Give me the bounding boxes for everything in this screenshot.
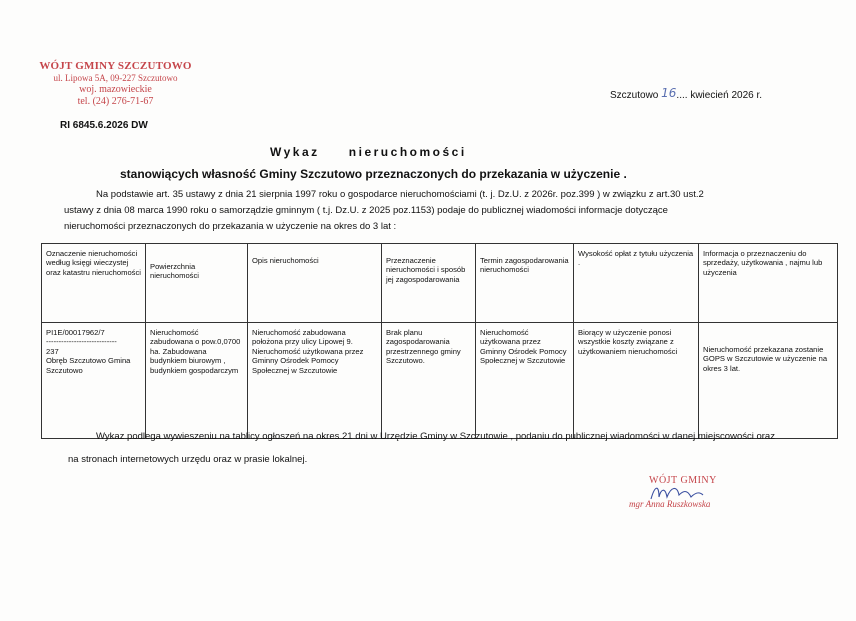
plot-number: 237 <box>46 346 59 356</box>
office-stamp <box>28 60 203 107</box>
reference-number: RI 6845.6.2026 DW <box>60 120 148 131</box>
cell-description: Nieruchomość zabudowana położona przy ulicy Lipowej 9. Nieruchomość użytkowana przez Gminny Ośrodek Pomocy Społecznej w Szczutowie <box>248 323 382 439</box>
intro-line-2: ustawy z dnia 08 marca 1990 roku o samorządzie gminnym ( t.j. Dz.U. z 2025 poz.1153) podaje do publicznej wiadomości informacje dotyczące <box>64 205 668 216</box>
header-description: Opis nieruchomości <box>248 244 382 323</box>
document-title: Wykaz nieruchomości <box>270 145 467 159</box>
stamp-voivodeship: woj. mazowieckie <box>79 84 152 95</box>
cell-area: Nieruchomość zabudowana o pow.0,0700 ha. Zabudowana budynkiem biurowym , budynkiem gospodarczym <box>146 323 248 439</box>
cell-land-register <box>42 323 146 439</box>
footer-line-2: na stronach internetowych urzędu oraz w prasie lokalnej. <box>68 454 308 465</box>
header-info: Informacja o przeznaczeniu do sprzedaży, użytkowania , najmu lub użyczenia <box>699 244 838 323</box>
land-register-separator: ---------------------------- <box>46 337 117 347</box>
date-dots: .... <box>676 90 688 101</box>
date-day-handwritten: 16 <box>661 86 677 100</box>
stamp-title: WÓJT GMINY SZCZUTOWO <box>39 60 192 72</box>
land-register-number: PI1E/00017962/7 <box>46 328 105 337</box>
cell-purpose: Brak planu zagospodarowania przestrzennego gminy Szczutowo. <box>382 323 476 439</box>
precinct: Obręb Szczutowo Gmina Szczutowo <box>46 356 131 375</box>
intro-line-1: Na podstawie art. 35 ustawy z dnia 21 sierpnia 1997 roku o gospodarce nieruchomościami (t. j. Dz.U. z 2026r. poz.399 ) w związku z art.30 ust.2 <box>96 189 704 200</box>
intro-line-3: nieruchomości przeznaczonych do przekazania w użyczenie na okres do 3 lat : <box>64 221 397 232</box>
document-subtitle: stanowiących własność Gminy Szczutowo przeznaczonych do przekazania w użyczenie . <box>120 167 627 181</box>
header-purpose: Przeznaczenie nieruchomości i sposób jej zagospodarowania <box>382 244 476 323</box>
cell-fees: Biorący w użyczenie ponosi wszystkie koszty związane z użytkowaniem nieruchomości <box>574 323 699 439</box>
signature-name: mgr Anna Ruszkowska <box>629 499 711 509</box>
property-table <box>41 243 838 439</box>
date-place: Szczutowo <box>610 90 659 101</box>
cell-term: Nieruchomość użytkowana przez Gminny Ośrodek Pomocy Społecznej w Szczutowie <box>476 323 574 439</box>
header-land-register: Oznaczenie nieruchomości według księgi wieczystej oraz katastru nieruchomości <box>42 244 146 323</box>
footer-line-1: Wykaz podlega wywieszeniu na tablicy ogłoszeń na okres 21 dni w Urzędzie Gminy w Szczutowie , podaniu do publicznej wiadomości w danej miejscowości oraz <box>96 431 775 442</box>
date-month-year: kwiecień 2026 r. <box>690 90 763 101</box>
date-line <box>610 86 763 104</box>
header-term: Termin zagospodarowania nieruchomości <box>476 244 574 323</box>
table-row <box>42 323 838 439</box>
header-fees: Wysokość opłat z tytułu użyczenia . <box>574 244 699 323</box>
stamp-phone: tel. (24) 276-71-67 <box>77 96 154 107</box>
cell-info: Nieruchomość przekazana zostanie GOPS w Szczutowie w użyczenie na okres 3 lat. <box>699 323 838 439</box>
table-header-row <box>42 244 838 323</box>
signature-stamp <box>625 475 745 535</box>
signature-title: WÓJT GMINY <box>649 475 717 486</box>
header-area: Powierzchnia nieruchomości <box>146 244 248 323</box>
stamp-address: ul. Lipowa 5A, 09-227 Szczutowo <box>53 73 178 83</box>
